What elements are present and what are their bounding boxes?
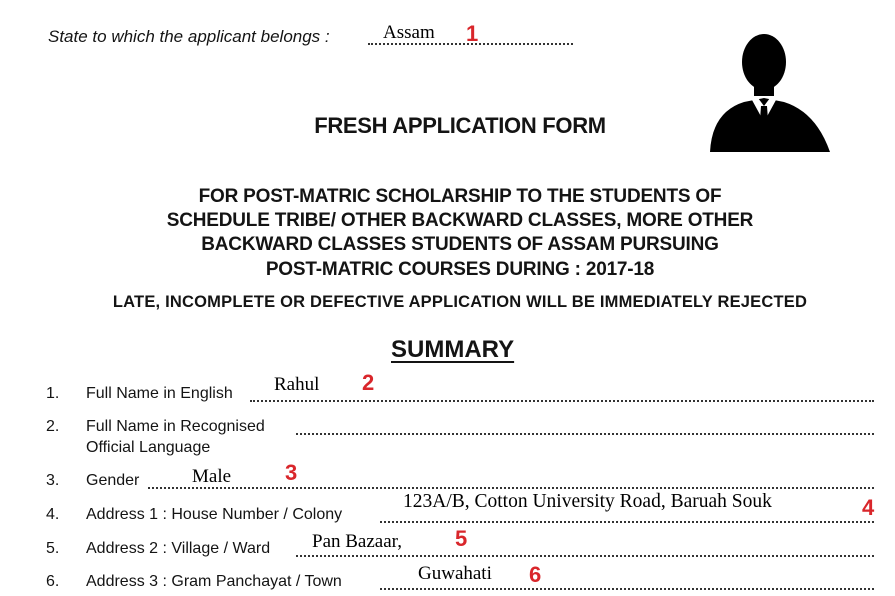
state-value[interactable]: Assam <box>383 22 435 43</box>
warning-text: LATE, INCOMPLETE OR DEFECTIVE APPLICATION WILL BE IMMEDIATELY REJECTED <box>112 293 808 311</box>
field-value-address-1[interactable]: 123A/B, Cotton University Road, Baruah Souk <box>403 491 772 512</box>
field-line-recognised-name[interactable] <box>296 433 874 435</box>
field-line-address-1 <box>380 521 874 523</box>
marker-3: 3 <box>285 460 298 485</box>
field-label-address-3: Address 3 : Gram Panchayat / Town <box>86 573 342 590</box>
field-label-recognised-name-line2: Official Language <box>86 439 211 456</box>
field-line-gender <box>148 487 874 489</box>
field-value-address-3[interactable]: Guwahati <box>418 563 492 584</box>
subtitle-line-2: SCHEDULE TRIBE/ OTHER BACKWARD CLASSES, MORE OTHER <box>166 210 754 231</box>
summary-heading: SUMMARY <box>391 336 515 363</box>
marker-5: 5 <box>455 526 468 551</box>
marker-2: 2 <box>362 370 375 395</box>
marker-4: 4 <box>862 495 875 520</box>
field-number-5: 5. <box>46 540 60 557</box>
marker-1: 1 <box>466 21 479 46</box>
field-label-recognised-name: Full Name in Recognised <box>86 418 265 435</box>
field-label-full-name-english: Full Name in English <box>86 385 233 402</box>
subtitle-line-4: POST-MATRIC COURSES DURING : 2017-18 <box>265 259 655 280</box>
field-number-3: 3. <box>46 472 60 489</box>
subtitle-line-3: BACKWARD CLASSES STUDENTS OF ASSAM PURSUING <box>201 234 719 255</box>
field-line-full-name-english <box>250 400 874 402</box>
field-number-2: 2. <box>46 418 60 435</box>
field-label-address-1: Address 1 : House Number / Colony <box>86 506 343 523</box>
field-label-address-2: Address 2 : Village / Ward <box>86 540 271 557</box>
field-number-1: 1. <box>46 385 60 402</box>
field-value-address-2[interactable]: Pan Bazaar, <box>312 531 402 552</box>
state-label: State to which the applicant belongs : <box>48 27 330 46</box>
field-line-address-2 <box>296 555 874 557</box>
subtitle-line-1: FOR POST-MATRIC SCHOLARSHIP TO THE STUDENTS OF <box>198 186 722 207</box>
field-number-4: 4. <box>46 506 60 523</box>
applicant-photo[interactable] <box>698 30 848 160</box>
field-line-address-3 <box>380 588 874 590</box>
field-number-6: 6. <box>46 573 60 590</box>
marker-6: 6 <box>529 562 542 587</box>
field-label-gender: Gender <box>86 472 140 489</box>
person-silhouette-icon <box>698 30 848 160</box>
form-title: FRESH APPLICATION FORM <box>314 113 606 138</box>
field-value-full-name-english[interactable]: Rahul <box>274 374 320 395</box>
field-value-gender[interactable]: Male <box>192 466 232 487</box>
